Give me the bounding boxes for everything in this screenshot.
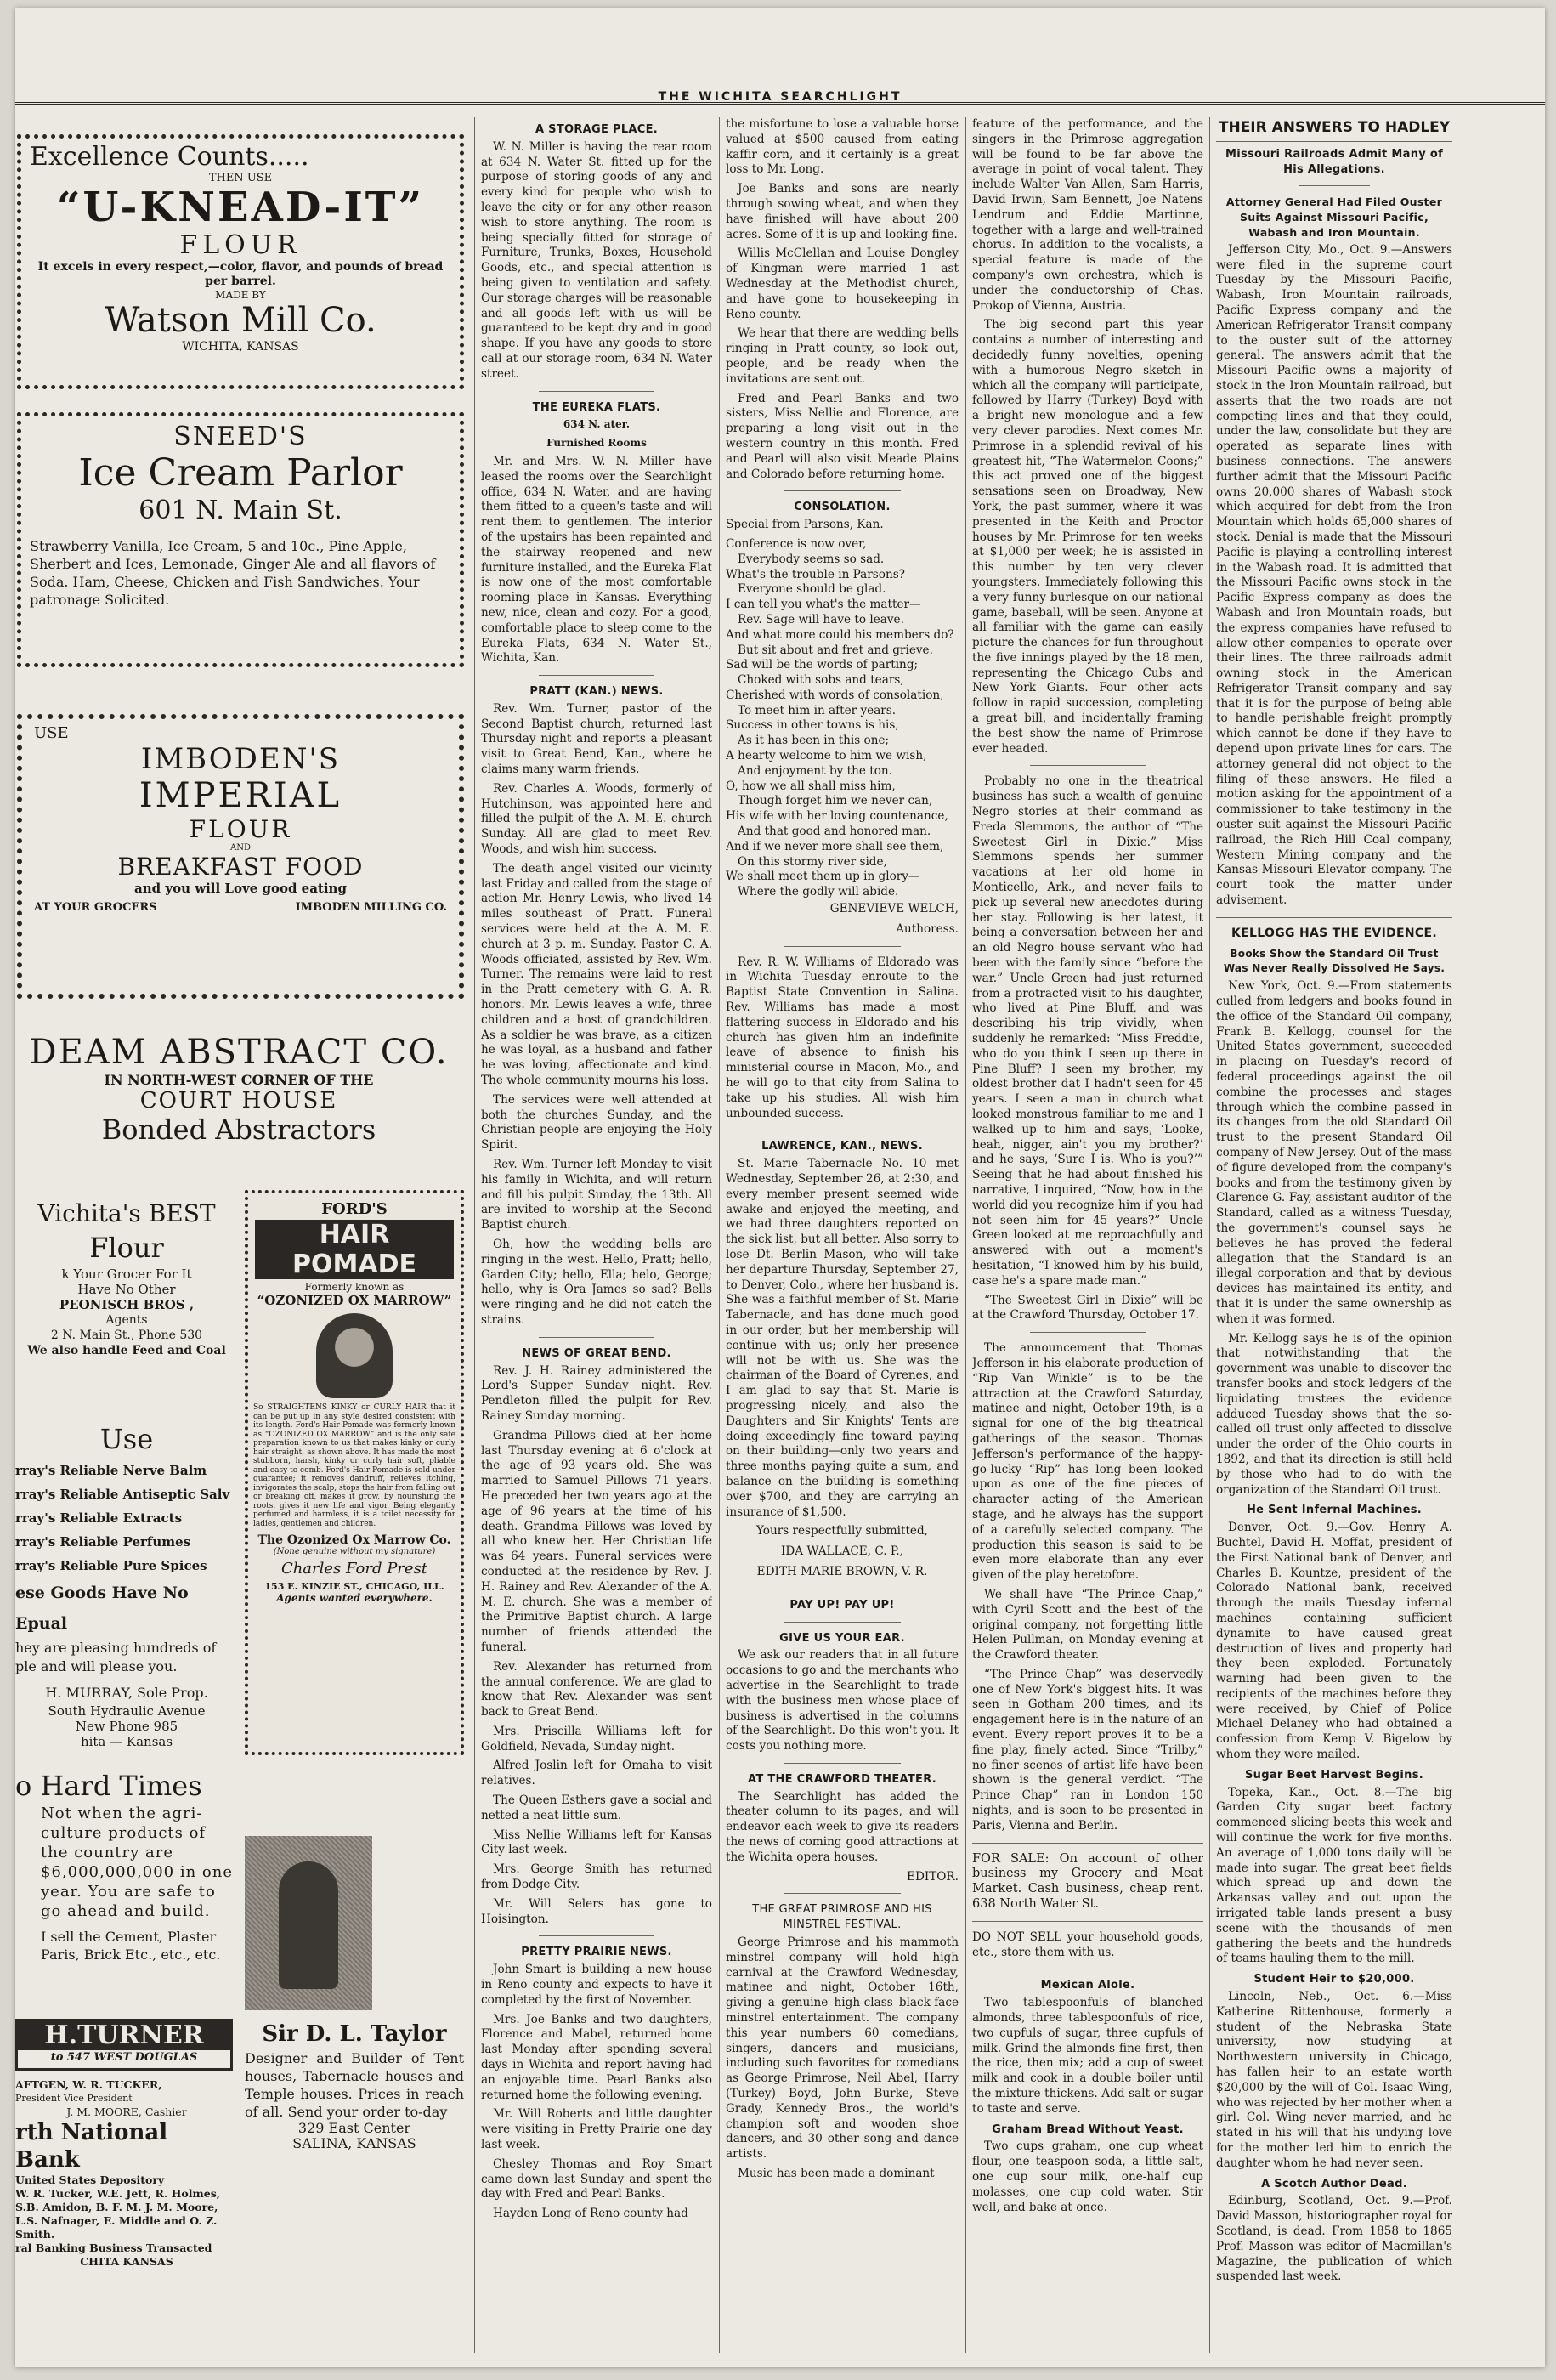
taylor-photo bbox=[245, 1836, 372, 2010]
ad-line: Agents wanted everywhere. bbox=[276, 1592, 433, 1604]
article-paragraph: Joe Banks and sons are nearly through sowing wheat, and when they have finished will have about 200 acres. Some of it is up and looking fine. bbox=[726, 182, 959, 241]
article-paragraph: Mrs. George Smith has returned from Dodge City. bbox=[481, 1862, 712, 1892]
ad-line: rray's Reliable Perfumes bbox=[15, 1534, 191, 1550]
poem-line: We shall meet them up in glory— bbox=[726, 870, 920, 884]
ad-line: Bonded Abstractors bbox=[101, 1114, 376, 1146]
ad-line: FORD'S bbox=[321, 1200, 388, 1218]
article-paragraph: “The Sweetest Girl in Dixie” will be at the Crawford Thursday, October 17. bbox=[972, 1293, 1203, 1323]
poem-line: On this stormy river side, bbox=[738, 854, 887, 869]
headline: THE EUREKA FLATS. bbox=[532, 400, 661, 414]
ad-line: SNEED'S bbox=[173, 422, 308, 451]
ad-line: hey are pleasing hundreds of ple and will please you. bbox=[15, 1640, 217, 1674]
column-rule bbox=[719, 117, 720, 2353]
headline: Sugar Beet Harvest Begins. bbox=[1245, 1768, 1423, 1782]
subheadline: 634 N. ater. bbox=[563, 418, 631, 431]
ad-body: So STRAIGHTENS KINKY or CURLY HAIR that it can be put up in any style desired consistent with its length. Ford's Hair Pomade was formerly known as “OZONIZED OX MARROW” and is the only safe preparation known to us that makes kinky or curly hair straight, as shown above. It has made the most stubborn, harsh, kinky or curly hair soft, pliable and easy to comb. Ford's Hair Pomade is sold under guarantee; it removes dandruff, relieves itching, invigorates the scalp, stops the hair from falling out or breaking off, makes it grow, by nourishing the roots, gives it new life and vigor. Being elegantly perfumed and harmless, it is a toilet necessity for ladies, gentlemen and children. bbox=[253, 1403, 455, 1528]
national-bank-ad bbox=[15, 2078, 238, 2269]
article-paragraph: Two tablespoonfuls of blanched almonds, three tablespoonfuls of rice, two cupfuls of sugar, three cupfuls of milk. Grind the almonds fine first, then the rice, then mix; add a cup of sweet milk and cook in a double boiler until the mixture thickens. Add salt or sugar to taste and serve. bbox=[972, 1996, 1203, 2116]
article-paragraph: Topeka, Kan., Oct. 8.—The big Garden City sugar beet factory commenced slicing beets this week and will continue the work for five months. An average of 1,000 tons daily will be made into sugar. The great beet fields which spread up and down the Arkansas valley and out upon the irrigated table lands present a busy scene with the thousands of men gathering the beets and the hundreds of teams hauling them to the mill. bbox=[1216, 1785, 1452, 1966]
article-paragraph: Rev. Alexander has returned from the annual conference. We are glad to know that Rev. Alexander was sent back to Great Bend. bbox=[481, 1659, 712, 1720]
article-paragraph: Chesley Thomas and Roy Smart came down last Sunday and spent the day with Fred and Pearl Banks. bbox=[481, 2156, 712, 2202]
ad-line: ral Banking Business Transacted bbox=[15, 2241, 212, 2254]
ad-line: ese Goods Have No Epual bbox=[15, 1584, 189, 1633]
ad-line: BREAKFAST FOOD bbox=[117, 853, 364, 881]
subheadline: Furnished Rooms bbox=[546, 437, 647, 450]
poem-line: And that good and honored man. bbox=[738, 824, 931, 839]
headline: PAY UP! PAY UP! bbox=[789, 1598, 895, 1612]
ad-line: It excels in every respect,—color, flavor, and pounds of bread per barrel. bbox=[37, 260, 444, 288]
poem-line: But sit about and fret and grieve. bbox=[738, 643, 933, 657]
ad-line: PEONISCH BROS , bbox=[59, 1297, 195, 1312]
poem-line: Choked with sobs and tears, bbox=[738, 673, 904, 688]
article-paragraph: Miss Nellie Williams left for Kansas City last week. bbox=[481, 1828, 712, 1857]
ad-line: 153 E. KINZIE ST., CHICAGO, ILL. bbox=[264, 1581, 444, 1592]
ad-line: rth National Bank bbox=[15, 2120, 168, 2173]
article-paragraph: Edinburg, Scotland, Oct. 9.—Prof. David Masson, historiographer royal for Scotland, is dead. From 1858 to 1865 Prof. Masson was editor of Macmillan's Magazine, the publication of which suspended last week. bbox=[1216, 2194, 1452, 2284]
ad-line: IMBODEN'S bbox=[140, 742, 341, 776]
ad-line: SALINA, KANSAS bbox=[292, 2135, 416, 2151]
article-paragraph: Grandma Pillows died at her home last Thursday evening at 6 o'clock at the age of 93 years old. She was married to Samuel Pillows 71 years. He preceded her two years ago at the age of 96 years at the time of his death. Grandma Pillows was loved by all who knew her. Her Christian life was 64 years. Funeral services were conducted at the residence by Rev. J. H. Rainey and Rev. Alexander of the A. M. E. church. She was a member of the Primitive Baptist church. A large number of friends attended the funeral. bbox=[481, 1428, 712, 1654]
poem-line: What's the trouble in Parsons? bbox=[726, 567, 905, 581]
article-paragraph: Mr. and Mrs. W. N. Miller have leased the rooms over the Searchlight office, 634 N. Water, and are having them fitted to a queen's taste and will rent them to gentlemen. The interior of the upstairs has been repainted and the stairway reopened and new furniture installed, and the Eureka Flat is now one of the most comfortable rooming place in Kansas. Everything new, nice, clean and cozy. For a good, comfortable place to sleep come to the Eureka Flats, 634 N. Water St., Wichita, Kan. bbox=[481, 454, 712, 666]
subheadline: Attorney General Had Filed Ouster Suits Against Missouri Pacific, Wabash and Iron Mountain. bbox=[1225, 196, 1443, 239]
article-paragraph: The announcement that Thomas Jefferson in his elaborate production of “Rip Van Winkle” is to be the attraction at the Crawford Saturday, matinee and night, October 19th, is a signal for one of the big theatrical gatherings of the season. Thomas Jefferson's performance of the happy-go-lucky “Rip” has long been looked upon as one of the fine pieces of character acting of the American stage, and he always has the support of a carefully selected company. The production this season is said to be even more elaborate than any ever given of the play heretofore. bbox=[972, 1341, 1203, 1583]
headline: PRATT (KAN.) NEWS. bbox=[529, 685, 664, 699]
ad-line: Formerly known as bbox=[304, 1281, 405, 1293]
ad-line: South Hydraulic Avenue bbox=[48, 1703, 206, 1719]
headline: AT THE CRAWFORD THEATER. bbox=[747, 1772, 937, 1786]
poem-line: Where the godly will abide. bbox=[738, 885, 899, 899]
headline: A STORAGE PLACE. bbox=[535, 123, 659, 136]
poem-line: I can tell you what's the matter— bbox=[726, 598, 921, 612]
poem-line: To meet him in after years. bbox=[738, 703, 897, 717]
article-paragraph: feature of the performance, and the singers in the Primrose aggregation will be found to be far above the average in point of vocal talent. They include Walter Van Allen, Sam Harris, David Irwin, Sam Bennett, Joe Natens Lendrum and Eddie Martinne, together with a large and well-trained chorus. In addition to the vocalists, a special feature is made of the company's own orchestra, which is under the conductorship of Chas. Prokop of Vienna, Austria. bbox=[972, 117, 1203, 313]
article-paragraph: We shall have “The Prince Chap,” with Cyril Scott and the best of the original company, not forgetting little Helen Pullman, on Monday evening at the Crawford theater. bbox=[972, 1587, 1203, 1663]
article-paragraph: Denver, Oct. 9.—Gov. Henry A. Buchtel, David H. Moffat, president of the First National bank of Denver, and Charles B. Kountze, president of the Colorado National bank, received through the mails Tuesday infernal machines containing sufficient dynamite to have caused great destruction of lives and property had they been exploded. Fortunately warning had been given to the recipients of the machines before they were received, by Chief of Police Michael Delaney who had obtained a confession from Kemp V. Bigelow by whom they were mailed. bbox=[1216, 1521, 1452, 1762]
imboden-ad bbox=[17, 714, 464, 999]
dean-abstract-ad bbox=[15, 1033, 462, 1160]
subheadline: Missouri Railroads Admit Many of His Allegations. bbox=[1225, 147, 1444, 176]
headline: Graham Bread Without Yeast. bbox=[992, 2122, 1184, 2136]
ad-line: k Your Grocer For It bbox=[61, 1266, 192, 1282]
turner-ad bbox=[15, 2019, 233, 2071]
ad-line: CHITA KANSAS bbox=[80, 2255, 173, 2268]
poem bbox=[726, 537, 959, 900]
ad-line: The Ozonized Ox Marrow Co. bbox=[257, 1533, 451, 1547]
ad-line: H.TURNER bbox=[18, 2021, 230, 2050]
dateline: Special from Parsons, Kan. bbox=[726, 518, 884, 532]
article-paragraph: Mrs. Joe Banks and two daughters, Florence and Mabel, returned home last Monday after spending several days in Wichita and report having had an enjoyable time. Pearl Banks also returned home the following evening. bbox=[481, 2012, 712, 2102]
portrait-image bbox=[316, 1313, 393, 1398]
ad-line: o Hard Times bbox=[15, 1770, 202, 1802]
article-paragraph: Two cups graham, one cup wheat flour, one teaspoon soda, a little salt, one cup sour milk, one-half cup molasses, one cup cold water. Stir well, and bake at once. bbox=[972, 2139, 1203, 2214]
article-paragraph: Mrs. Priscilla Williams left for Goldfield, Nevada, Sunday night. bbox=[481, 1724, 712, 1754]
ad-brand: “U-KNEAD-IT” bbox=[56, 184, 425, 231]
sneed-ad bbox=[17, 412, 464, 667]
ad-line: Not when the agri- culture products of the country are $6,000,000,000 in one year. You are safe to go ahead and build. bbox=[41, 1805, 234, 1920]
article-paragraph: Willis McClellan and Louise Dongley of Kingman were married 1 ast Wednesday at the Methodist church, and have gone to housekeeping in Reno county. bbox=[726, 246, 959, 321]
ad-line: Designer and Builder of Tent houses, Tabernacle houses and Temple houses. Prices in reach of all. Send your order to-day bbox=[245, 2050, 464, 2120]
ad-line: Flour bbox=[89, 1232, 164, 1264]
column-rule bbox=[1209, 117, 1210, 2353]
ad-line: AND bbox=[230, 843, 251, 853]
headline: A Scotch Author Dead. bbox=[1261, 2177, 1407, 2190]
headline: LAWRENCE, KAN., NEWS. bbox=[761, 1140, 923, 1153]
masthead bbox=[15, 8, 1545, 105]
article-paragraph: The services were well attended at both the churches Sunday, and the Christian people are enjoying the Holy Spirit. bbox=[481, 1092, 712, 1153]
article-paragraph: George Primrose and his mammoth minstrel company will hold high carnival at the Crawford Wednesday, matinee and night, October 16th, giving a genuine high-class black-face minstrel entertainment. The company this year numbers 60 comedians, singers, dancers and musicians, including such favorites for comedians as George Primrose, Neil Abel, Harry (Turkey) Boyd, John Burke, Steve Grady, Kennedy Bros., the world's champion soft and wooden shoe dancers, and 30 other song and dance artists. bbox=[726, 1935, 959, 2162]
article-paragraph: Mr. Will Selers has gone to Hoisington. bbox=[481, 1896, 712, 1926]
ad-line: FLOUR bbox=[179, 230, 302, 260]
ad-line: W. R. Tucker, W.E. Jett, R. Holmes, S.B. Amidon, B. F. M. J. M. Moore, L.S. Nafnager, E. Middle and O. Z. Smith. bbox=[15, 2187, 221, 2241]
article-paragraph: The big second part this year contains a number of interesting and decidedly funny novelties, opening with a humorous Negro sketch in which all the company will participate, followed by Harry (Turkey) Boyd with a bright new monologue and a few very clever parodies. Next comes Mr. Primrose in a splendid revival of his greatest hit, “The Watermelon Coons;” this act proved one of the biggest sensations seen on Broadway, New York, the past summer, where it was presented in the Keith and Proctor houses by Mr. Primrose for ten weeks at $1,000 per week; he is assisted in this number by ten very clever youngsters. Immediately following this a very funny burlesque on our national game, baseball, will be seen. Anyone at all familiar with the game can easily picture the chances for fun throughout the five innings played by the 18 men, representing the Chicago Cubs and New York Giants. Four other acts follow in rapid succession, completing a great bill, and incidentally framing the best show the name of Primrose ever headed. bbox=[972, 318, 1203, 756]
hard-times-ad bbox=[15, 1768, 238, 1964]
article-paragraph: Alfred Joslin left for Omaha to visit relatives. bbox=[481, 1759, 712, 1788]
article-paragraph: Rev. R. W. Williams of Eldorado was in Wichita Tuesday enroute to the Baptist State Convention in Salina. Rev. Williams has made a most flattering success in Eldorado and his church has given him an indefinite leave of absence to finish his ministerial course in Macon, Mo., and he will go to that city from Salina to take up his studies. All wish him unbounded success. bbox=[726, 955, 959, 1120]
ad-company: Watson Mill Co. bbox=[105, 301, 376, 340]
poem-line: And what more could his members do? bbox=[726, 627, 954, 642]
ad-line: THEN USE bbox=[208, 172, 273, 184]
murray-ad bbox=[15, 1420, 238, 1749]
article-paragraph: St. Marie Tabernacle No. 10 met Wednesday, September 26, at 2:30, and every member present seemed wide awake and enjoyed the meeting, and we had three daughters reported on the sick list, but all better. Also sorry to lose Dt. Berlin Mason, who will take her departure Thursday, September 27, to Denver, Colo., where her husband is. She was a faithful member of St. Marie Tabernacle, and has done much good in our order, but her membership will continue with us; only her presence will not be with us. She was the chairman of the Board of Cyrenes, and I am glad to say that St. Marie is progressing nicely, and also the Daughters and Sir Knights' Tents are doing exceedingly fine toward paying on their building—only two years and three months paying quite a sum, and balance on the building is something over $700, and they are carrying an insurance of $1,500. bbox=[726, 1157, 959, 1519]
signature: Yours respectfully submitted, bbox=[755, 1524, 928, 1538]
ad-line: IMBODEN MILLING CO. bbox=[295, 901, 447, 914]
poem-line: And enjoyment by the ton. bbox=[738, 763, 892, 778]
ad-line: “OZONIZED OX MARROW” bbox=[257, 1293, 452, 1308]
ad-line: Use bbox=[99, 1423, 154, 1455]
ad-line: 329 East Center bbox=[297, 2120, 411, 2136]
news-column-2 bbox=[726, 117, 959, 2353]
ad-line: Vichita's BEST bbox=[37, 1199, 216, 1227]
headline: THE GREAT PRIMROSE AND HIS MINSTREL FESTIVAL. bbox=[752, 1903, 932, 1932]
ad-line: 2 N. Main St., Phone 530 bbox=[50, 1329, 203, 1342]
ad-line: Sir D. L. Taylor bbox=[262, 2021, 447, 2047]
ad-line: IMPERIAL bbox=[139, 776, 342, 815]
article-paragraph: John Smart is building a new house in Reno county and expects to have it completed by the first of November. bbox=[481, 1963, 712, 2007]
ad-line: AFTGEN, W. R. TUCKER, bbox=[15, 2078, 162, 2091]
article-paragraph: Fred and Pearl Banks and two sisters, Miss Nellie and Florence, are preparing a long visit out in the western country in this month. Fred and Pearl will also visit Meade Plains and Colorado before returning home. bbox=[726, 391, 959, 481]
classified-ad: DO NOT SELL your household goods, etc., store them with us. bbox=[972, 1930, 1203, 1959]
headline: Student Heir to $20,000. bbox=[1253, 1973, 1415, 1986]
poem-line: Cherished with words of consolation, bbox=[726, 688, 944, 702]
news-column-1 bbox=[481, 117, 712, 2353]
poem-line: A hearty welcome to him we wish, bbox=[726, 749, 927, 763]
news-column-4 bbox=[1216, 117, 1452, 2353]
ad-line: rray's Reliable Nerve Balm bbox=[15, 1463, 207, 1478]
ad-line: AT YOUR GROCERS bbox=[34, 901, 157, 914]
article-paragraph: We hear that there are wedding bells ringing in Pratt county, so look out, people, and be ready when the invitations are sent out. bbox=[726, 326, 959, 386]
hair-pomade-ad bbox=[245, 1190, 464, 1755]
poem-line: Everybody seems so sad. bbox=[738, 552, 885, 566]
ad-line: COURT HOUSE bbox=[139, 1088, 338, 1114]
ad-line: DEAM ABSTRACT CO. bbox=[29, 1033, 449, 1072]
newspaper-page bbox=[15, 8, 1545, 2367]
poem-line: Though forget him we never can, bbox=[738, 794, 933, 808]
headline: PRETTY PRAIRIE NEWS. bbox=[521, 1946, 672, 1959]
ad-line: J. M. MOORE, Cashier bbox=[66, 2105, 187, 2118]
headline: CONSOLATION. bbox=[794, 501, 891, 514]
ad-line: New Phone 985 bbox=[75, 1719, 178, 1734]
classified-ad: FOR SALE: On account of other business my Grocery and Meat Market. Cash business, cheap rent. 638 North Water St. bbox=[972, 1851, 1203, 1912]
watson-mill-ad bbox=[17, 134, 464, 389]
headline: He Sent Infernal Machines. bbox=[1246, 1504, 1423, 1517]
poem-line: His wife with her loving countenance, bbox=[726, 809, 948, 824]
article-paragraph: Mr. Kellogg says he is of the opinion that notwithstanding that the government was unable to discover the transfer books and stock ledgers of the liquidating trustees the evidence adduced Tuesday shows that the so-called oil trust only affected to dissolve under the order of the Ohio courts in 1892, and that its direction is still held by those who had to do with the organization of the Standard Oil trust. bbox=[1216, 1331, 1452, 1497]
column-rule bbox=[965, 117, 966, 2353]
article-paragraph: Rev. Charles A. Woods, formerly of Hutchinson, was appointed here and filled the pulpit of the A. M. E. church Sunday. All are glad to meet Rev. Woods, and wish him success. bbox=[481, 781, 712, 857]
article-paragraph: Oh, how the wedding bells are ringing in the west. Hello, Pratt; hello, Garden City; hello, Ella; helo, George; hello, why is Ora James so sad? Bells were ringing and he did not catch the strains. bbox=[481, 1237, 712, 1327]
article-paragraph: Rev. Wm. Turner left Monday to visit his family in Wichita, and will return and fill his pulpit Sunday, the 13th. All are invited to worship at the Second Baptist church. bbox=[481, 1158, 712, 1232]
subheadline: Books Show the Standard Oil Trust Was Never Really Dissolved He Says. bbox=[1223, 947, 1446, 975]
headline: KELLOGG HAS THE EVIDENCE. bbox=[1231, 926, 1437, 940]
column-rule bbox=[474, 117, 475, 2353]
ad-line: IN NORTH-WEST CORNER OF THE bbox=[104, 1072, 374, 1088]
signature: IDA WALLACE, C. P., bbox=[781, 1544, 903, 1559]
ad-line: to 547 WEST DOUGLAS bbox=[50, 2051, 198, 2064]
poem-line: Conference is now over, bbox=[726, 536, 867, 551]
ad-line: rray's Reliable Antiseptic Salv bbox=[15, 1487, 230, 1502]
poem-line: Sad will be the words of parting; bbox=[726, 658, 919, 672]
article-paragraph: “The Prince Chap” was deservedly one of New York's biggest hits. It was seen in Gotham 200 times, and its engagement here is in the nature of an event. Every report proves it to be a fine play, finely acted. Since “Trilby,” no finer scenes of artist life have been shown is the general verdict. “The Prince Chap” ran in London 150 nights, and is soon to be presented in Paris, Vienna and Berlin. bbox=[972, 1667, 1203, 1833]
ad-line: Excellence Counts..... bbox=[30, 142, 309, 172]
ad-line: and you will Love good eating bbox=[134, 881, 347, 896]
ad-line: H. MURRAY, Sole Prop. bbox=[45, 1685, 208, 1701]
ad-line: Strawberry Vanilla, Ice Cream, 5 and 10c., Pine Apple, Sherbert and Ices, Lemonade, Ginger Ale and all flavors of Soda. Ham, Cheese, Chicken and Fish Sandwiches. Your patronage Solicited. bbox=[30, 538, 436, 608]
signature: Charles Ford Prest bbox=[280, 1560, 428, 1578]
signature: EDITH MARIE BROWN, V. R. bbox=[756, 1564, 928, 1578]
article-paragraph: The Searchlight has added the theater column to its pages, and will endeavor each week to give its readers the news of coming good attractions at the Wichita opera houses. bbox=[726, 1789, 959, 1864]
article-paragraph: New York, Oct. 9.—From statements culled from ledgers and books found in the office of the Standard Oil company, Frank B. Kellogg, counsel for the United States government, succeeded in placing on Tuesday's record of federal proceedings against the oil combine the processes and stages through which the combine passed in its changes from the old Standard Oil trust to the present Standard Oil company of New Jersey. Out of the mass of figure developed from the company's books and from the testimony given by Clarence G. Fay, assistant auditor of the Standard, called as a witness Tuesday, the government's counsel says he believes he has proved the federal allegation that the Standard is an illegal corporation and that by devious devices has maintained its entity, and that it is under the same ownership as when it was formed. bbox=[1216, 979, 1452, 1326]
ad-line: Ice Cream Parlor bbox=[78, 451, 403, 495]
article-paragraph: Jefferson City, Mo., Oct. 9.—Answers were filed in the supreme court Tuesday by the Missouri Pacific, Wabash, Iron Mountain railroads, Pacific Express company and the American Refrigerator Transit company to the ouster suit of the attorney general. The answers admit that the Missouri Pacific owns a majority of stock in the Iron Mountain railroad, but asserts that the two roads are not competing lines and that they could, under the law, consolidate but they are operated as separate lines with business connections. The answers further admit that the Missouri Pacific owns 20,000 shares of Wabash stock which acquired for debt from the Iron Mountain which holds 65,000 shares of stock. Denial is made that the Missouri Pacific is playing a controlling interest in the Wabash road. It is admitted that the Missouri Pacific owns stock in the Pacific Express company as does the Wabash and Iron Mountain roads, but the express companies have refused to allow other companies to operate over their lines. The three railroads admit owning stock in the American Refrigerator Transit company and say that it is for the purpose of being able to handle perishable freight promptly which cannot be done if they have to depend upon private lines for cars. The attorney general did not object to the filing of these answers. He filed a motion asking for the appointment of a commissioner to take testimony in the ouster suit against the Missouri Pacific railroad, the Rich Hill Coal company, Western Mining company and the Kansas-Missouri Elevator company. The court took the matter under advisement. bbox=[1216, 242, 1452, 908]
ad-line: President Vice President bbox=[15, 2093, 133, 2104]
ad-line: HAIR POMADE bbox=[255, 1220, 454, 1279]
article-paragraph: Hayden Long of Reno county had bbox=[493, 2207, 688, 2221]
poem-line: Success in other towns is his, bbox=[726, 718, 899, 733]
masthead-title: THE WICHITA SEARCHLIGHT bbox=[658, 90, 902, 104]
article-paragraph: Mr. Will Roberts and little daughter were visiting in Pretty Prairie one day last week. bbox=[481, 2107, 712, 2152]
poem-line: And if we never more shall see them, bbox=[726, 839, 944, 853]
ad-line: (None genuine without my signature) bbox=[273, 1547, 436, 1556]
ad-line: I sell the Cement, Plaster Paris, Brick Etc., etc., etc. bbox=[41, 1929, 221, 1963]
article-paragraph: Lincoln, Neb., Oct. 6.—Miss Katherine Rittenhouse, formerly a student of the Nebraska State university, now studying at Northwestern university in Chicago, has fallen heir to an estate worth $20,000 by the will of Col. Isaac Wing, who was rejected by her mother when a girl. Col. Wing never married, and he stated in his will that his undying love for the mother led him to enrich the daughter whom he had never seen. bbox=[1216, 1990, 1452, 2170]
taylor-ad bbox=[245, 2019, 464, 2151]
signature: Authoress. bbox=[896, 921, 959, 936]
poem-line: Rev. Sage will have to leave. bbox=[738, 612, 904, 626]
signature: GENEVIEVE WELCH, bbox=[829, 902, 959, 916]
article-paragraph: Rev. Wm. Turner, pastor of the Second Baptist church, returned last Thursday night and reports a pleasant visit to Great Bend, Kan., where he claims many warm friends. bbox=[481, 701, 712, 777]
article-paragraph: The Queen Esthers gave a social and netted a neat little sum. bbox=[481, 1794, 712, 1822]
ad-line: Have No Other bbox=[77, 1282, 176, 1297]
ad-line: 601 N. Main St. bbox=[139, 496, 342, 525]
article-paragraph: We ask our readers that in all future occasions to go and the merchants who advertise in the Searchlight to trade with the business men whose place of business is advertised in the columns of the Searchlight. Do this won't you. It costs you nothing more. bbox=[726, 1648, 959, 1754]
headline: NEWS OF GREAT BEND. bbox=[522, 1346, 671, 1360]
article-paragraph: Music has been made a dominant bbox=[738, 2167, 935, 2181]
ad-line: Agents bbox=[105, 1313, 148, 1327]
ad-line: rray's Reliable Pure Spices bbox=[15, 1558, 207, 1573]
best-flour-ad bbox=[15, 1198, 238, 1358]
ad-line: rray's Reliable Extracts bbox=[15, 1510, 183, 1526]
ad-line: United States Depository bbox=[15, 2173, 165, 2186]
article-paragraph: Rev. J. H. Rainey administered the Lord's Supper Sunday night. Rev. Pendleton filled the pulpit for Rev. Rainey Sunday morning. bbox=[481, 1363, 712, 1423]
poem-line: As it has been in this one; bbox=[738, 734, 890, 748]
poem-line: O, how we all shall miss him, bbox=[726, 779, 896, 793]
article-paragraph: W. N. Miller is having the rear room at 634 N. Water St. fitted up for the purpose of storing goods of any and every kind for people who wish to leave the city or for any other reason wish to store anything. The room is being specially fitted for storage of Furniture, Trunks, Boxes, Household Goods, etc., and special attention is being given to ventilation and safety. Our storage charges will be reasonable and all goods left with us will be guaranteed to be kept dry and in good shape. If you have any goods to store call at our storage room, 634 N. Water street. bbox=[481, 139, 712, 381]
news-column-3 bbox=[972, 117, 1203, 2353]
headline: THEIR ANSWERS TO HADLEY bbox=[1216, 121, 1452, 142]
poem-line: Everyone should be glad. bbox=[738, 582, 886, 597]
headline: GIVE US YOUR EAR. bbox=[779, 1631, 905, 1645]
headline: Mexican Alole. bbox=[1040, 1979, 1135, 1992]
ad-line: WICHITA, KANSAS bbox=[182, 340, 299, 354]
ad-line: We also handle Feed and Coal bbox=[27, 1344, 226, 1357]
article-paragraph: The death angel visited our vicinity last Friday and called from the stage of action Mr. Henry Lewis, who lived 14 miles southeast of Pratt. Funeral services were held at the A. M. E. church at 3 p. m. Sunday. Pastor C. A. Woods officiated, assisted by Rev. Wm. Turner. The remains were laid to rest in the Pratt cemetery with G. A. R. honors. Mr. Lewis leaves a wife, three children and a host of grandchildren. As a soldier he was brave, as a citizen he was loyal, as a husband and father he was loving, affectionate and kind. The whole community mourns his loss. bbox=[481, 861, 712, 1088]
article-paragraph: Probably no one in the theatrical business has such a wealth of genuine Negro stories at their command as Freda Slemmons, the author of “The Sweetest Girl in Dixie.” Miss Slemmons spends her summer vacations at her old home in Monticello, Ark., and never fails to pick up several new anecdotes during her stay. Following is her latest, it being a conversation between her and an old Negro house servant who had been with the family since “before the war.” Uncle Green had just returned from a protracted visit to his daughter, who lived at Pine Bluff, and was describing his trip vividly, when suddenly he remarked: “Miss Freddie, who do you think I seen up there in Pine Bluff? I seen my brother, my oldest brother dat I hadn't seen for 45 years. I seen a man in church what looked monstrous familiar to me and I walked up to him and says, ‘Looke, heah, nigger, ain't you my brother?’ and he says, ‘Sure I is. Who is you?’” Seeing that he had about finished his narrative, I inquired, “Now, how in the world did you recognize him if you had not seen him for 45 years?” Uncle Green looked at me reproachfully and answered with out a moment's hesitation, “I knowed him by his build, case he's a spare made man.” bbox=[972, 774, 1203, 1288]
signature: EDITOR. bbox=[907, 1869, 959, 1884]
article-paragraph: the misfortune to lose a valuable horse valued at $500 caused from eating kaffir corn, and it certainly is a great loss to Mr. Long. bbox=[726, 117, 959, 177]
ad-line: MADE BY bbox=[215, 289, 266, 301]
ad-line: USE bbox=[34, 724, 69, 742]
ad-line: FLOUR bbox=[189, 815, 292, 843]
ad-line: hita — Kansas bbox=[80, 1734, 173, 1749]
